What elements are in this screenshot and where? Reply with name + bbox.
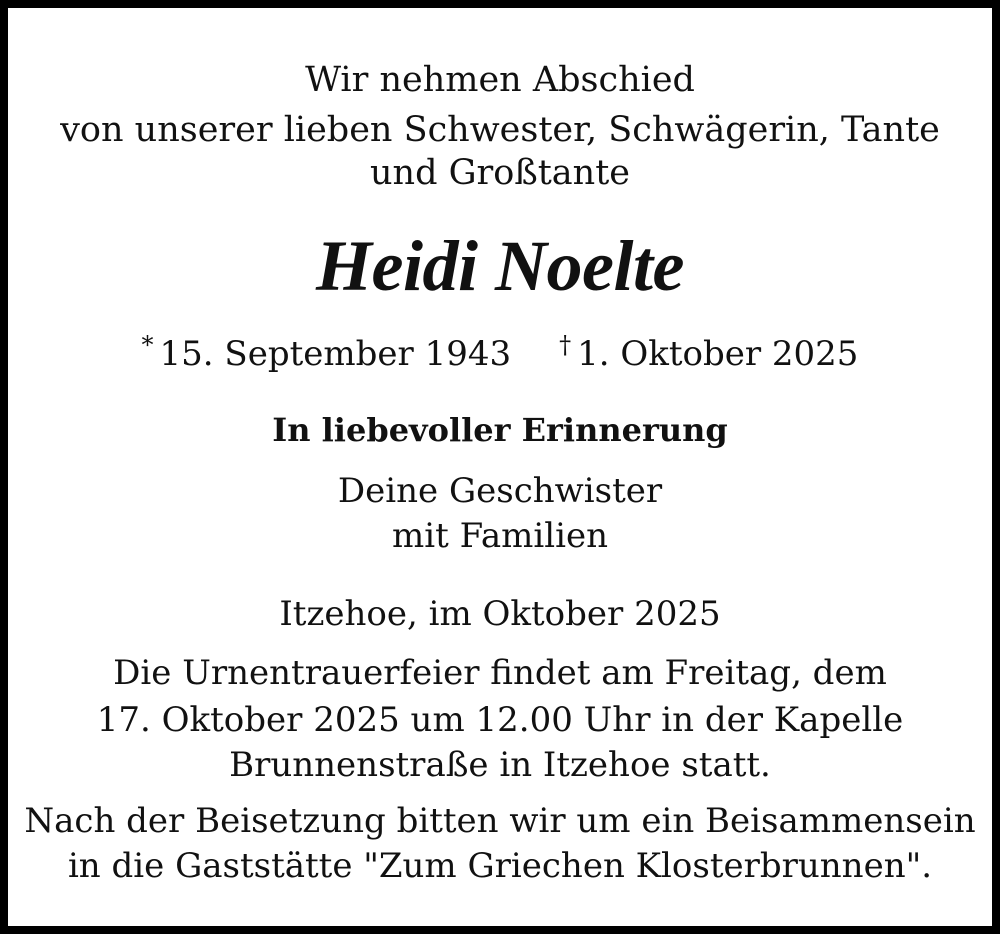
death-date: 1. Oktober 2025 xyxy=(577,334,859,374)
intro-line-1: Wir nehmen Abschied xyxy=(305,60,695,100)
birth-symbol: * xyxy=(141,331,154,359)
remembrance-heading: In liebevoller Erinnerung xyxy=(272,411,728,449)
ceremony-line-2: 17. Oktober 2025 um 12.00 Uhr in der Kapelle xyxy=(96,700,904,740)
family-line-1: Deine Geschwister xyxy=(337,471,663,511)
place-date: Itzehoe, im Oktober 2025 xyxy=(279,594,721,634)
life-dates xyxy=(8,331,992,374)
after-burial-line-1: Nach der Beisetzung bitten wir um ein Beisammensein xyxy=(24,801,976,841)
birth-date: 15. September 1943 xyxy=(159,334,512,374)
family-line-2: mit Familien xyxy=(391,516,609,556)
death-symbol: † xyxy=(559,331,572,359)
deceased-name: Heidi Noelte xyxy=(316,226,684,306)
intro-line-2: von unserer lieben Schwester, Schwägerin, Tante xyxy=(60,110,940,150)
ceremony-line-3: Brunnenstraße in Itzehoe statt. xyxy=(229,745,771,785)
after-burial-line-2: in die Gaststätte "Zum Griechen Klosterbrunnen". xyxy=(67,846,933,886)
intro-line-3: und Großtante xyxy=(369,153,630,193)
ceremony-line-1: Die Urnentrauerfeier findet am Freitag, dem xyxy=(113,653,887,693)
